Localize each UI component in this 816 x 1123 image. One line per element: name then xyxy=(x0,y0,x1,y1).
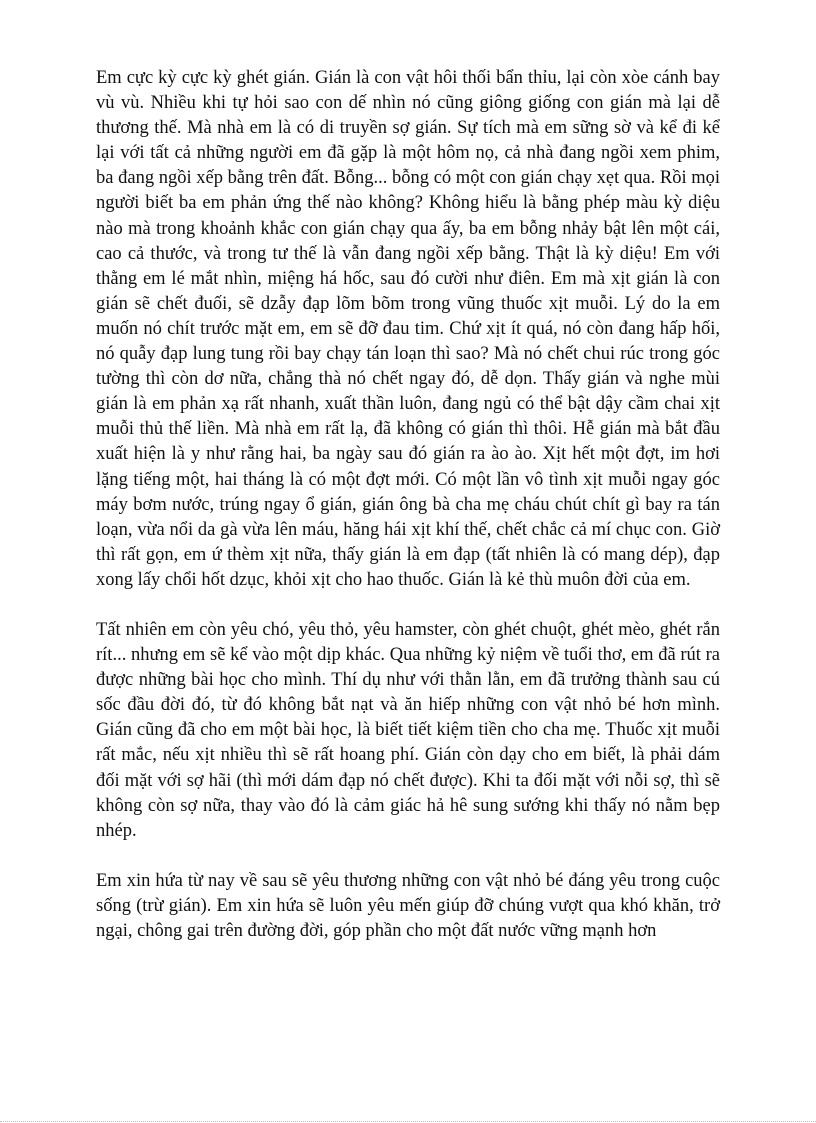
page-bottom-divider xyxy=(0,1121,816,1122)
paragraph-2: Tất nhiên em còn yêu chó, yêu thỏ, yêu hamster, còn ghét chuột, ghét mèo, ghét rắn rít... nhưng em sẽ kể vào một dịp khác. Qua những kỷ niệm về tuổi thơ, em đã rút ra được những bài học cho mình. Thí dụ như với thằn lằn, em đã trưởng thành sau cú sốc đầu đời đó, từ đó không bắt nạt và ăn hiếp những con vật nhỏ bé hơn mình. Gián cũng đã cho em một bài học, là biết tiết kiệm tiền cho cha mẹ. Thuốc xịt muỗi rất mắc, nếu xịt nhiều thì sẽ rất hoang phí. Gián còn dạy cho em biết, là phải dám đối mặt với sợ hãi (thì mới dám đạp nó chết được). Khi ta đối mặt với nỗi sợ, thì sẽ không còn sợ nữa, thay vào đó là cảm giác hả hê sung sướng khi thấy nó nằm bẹp nhép. xyxy=(96,619,720,841)
paragraph-1: Em cực kỳ cực kỳ ghét gián. Gián là con vật hôi thối bẩn thỉu, lại còn xòe cánh bay vù vù. Nhiều khi tự hỏi sao con dế nhìn nó cũng giông giống con gián mà lại dễ thương thế. Mà nhà em là có di truyền sợ gián. Sự tích mà em sững sờ và kể đi kể lại với tất cả những người em đã gặp là một hôm nọ, cả nhà đang ngồi xem phim, ba đang ngồi xếp bằng trên đất. Bỗng... bỗng có một con gián chạy xẹt qua. Rồi mọi người biết ba em phản ứng thế nào không? Không hiểu là bằng phép màu kỳ diệu nào mà trong khoảnh khắc con gián chạy qua ấy, ba em bỗng nhảy bật lên một cái, cao cả thước, và trong tư thế là vẫn đang ngồi xếp bằng. Thật là kỳ diệu! Em với thằng em lé mắt nhìn, miệng há hốc, sau đó cười như điên. Em mà xịt gián là con gián sẽ chết đuối, sẽ dzẫy đạp lõm bõm trong vũng thuốc xịt muỗi. Lý do la em muốn nó chít trước mặt em, em sẽ đỡ đau tim. Chứ xịt ít quá, nó còn đang hấp hối, nó quẫy đạp lung tung rồi bay chạy tán loạn thì sao? Mà nó chết chui rúc trong góc tường thì còn dơ nữa, chẳng thà nó chết ngay đó, dễ dọn. Thấy gián và nghe mùi gián là em phản xạ rất nhanh, xuất thần luôn, đang ngủ có thể bật dậy cầm chai xịt muỗi thủ thế liền. Mà nhà em rất lạ, đã không có gián thì thôi. Hễ gián mà bắt đầu xuất hiện là y như rằng hai, ba ngày sau đó gián ra ào ào. Xịt hết một đợt, im hơi lặng tiếng một, hai tháng là có một đợt mới. Có một lần vô tình xịt muỗi ngay góc máy bơm nước, trúng ngay ổ gián, gián ông bà cha mẹ cháu chút chít gì bay ra tán loạn, vừa nổi da gà vừa lên máu, hăng hái xịt khí thế, chết chắc cả mí chục con. Giờ thì rất gọn, em ứ thèm xịt nữa, thấy gián là em đạp (tất nhiên là có mang dép), đạp xong lấy chổi hốt dzục, khỏi xịt cho hao thuốc. Gián là kẻ thù muôn đời của em. xyxy=(96,68,720,590)
document-body xyxy=(96,66,720,969)
paragraph-3: Em xin hứa từ nay về sau sẽ yêu thương những con vật nhỏ bé đáng yêu trong cuộc sống (trừ gián). Em xin hứa sẽ luôn yêu mến giúp đỡ chúng vượt qua khó khăn, trở ngại, chông gai trên đường đời, góp phần cho một đất nước vững mạnh hơn xyxy=(96,870,720,941)
